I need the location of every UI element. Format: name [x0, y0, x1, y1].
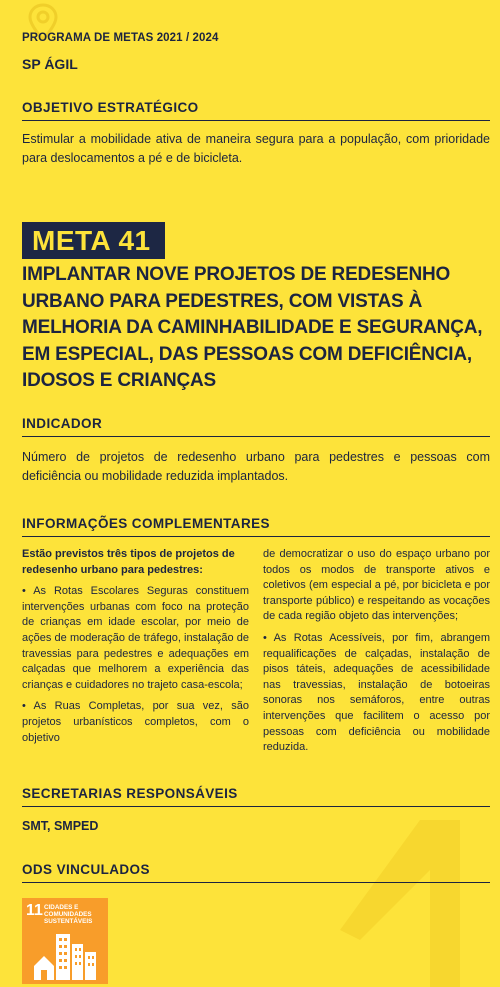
complementary-item-complete-streets: • As Ruas Completas, por sua vez, são projetos urbanísticos completos, com o objetivo [22, 700, 249, 744]
secretariats-heading: SECRETARIAS RESPONSÁVEIS [22, 786, 490, 807]
page-header [22, 32, 219, 72]
indicator-section [22, 416, 490, 486]
ods-section [22, 862, 490, 883]
secretariats-section [22, 786, 490, 833]
complementary-heading: INFORMAÇÕES COMPLEMENTARES [22, 516, 490, 537]
complementary-columns [22, 547, 490, 762]
ods-11-badge [22, 898, 108, 984]
secretariats-value: SMT, SMPED [22, 819, 99, 833]
indicator-text: Número de projetos de redesenho urbano para pedestres e pessoas com deficiência ou mobilidade reduzida implantados. [22, 450, 490, 483]
ods-number: 11 [26, 902, 43, 919]
complementary-item-safe-school-routes: • As Rotas Escolares Seguras constituem intervenções urbanas com foco na proteção de crianças em idade escolar, por meio de ações de moderação de tráfego, instalação de travessias para pedestres e adequações em calçadas que melhorem a experiência das crianças e cuidadores no trajeto casa-escola; [22, 585, 249, 691]
complementary-section [22, 516, 490, 762]
indicator-heading: INDICADOR [22, 416, 490, 437]
complementary-column-right [263, 547, 490, 762]
complementary-item-complete-streets-cont: de democratizar o uso do espaço urbano por todos os modos de transporte ativos e coletivos (em especial a pé, por bicicleta e por transporte público) e respeitando as vocações de cada região objeto das intervenções; [263, 548, 490, 623]
ods-heading: ODS VINCULADOS [22, 862, 490, 883]
goal-badge: META 41 [22, 222, 165, 259]
objective-text: Estimular a mobilidade ativa de maneira segura para a população, com prioridade para deslocamentos a pé e de bicicleta. [22, 132, 490, 165]
program-title: PROGRAMA DE METAS 2021 / 2024 [22, 32, 219, 44]
objective-section [22, 100, 490, 168]
complementary-column-left [22, 547, 249, 762]
city-buildings-icon [32, 928, 98, 980]
complementary-item-accessible-routes: • As Rotas Acessíveis, por fim, abrangem requalificações de calçadas, instalação de pisos táteis, adequações de acessibilidade nas travessias, instalação de botoeiras sonoras nos semáforos, entre outras intervenções que facilitem o acesso por pessoas com deficiência ou mobilidade reduzida. [263, 631, 490, 754]
goal-title: IMPLANTAR NOVE PROJETOS DE REDESENHO URBANO PARA PEDESTRES, COM VISTAS À MELHORIA DA CAMINHABILIDADE E SEGURANÇA, EM ESPECIAL, DAS PESSOAS COM DEFICIÊNCIA, IDOSOS E CRIANÇAS [22, 264, 483, 391]
ods-label: CIDADES E COMUNIDADES SUSTENTÁVEIS [44, 904, 93, 926]
decorative-number-shape [300, 820, 500, 987]
objective-heading: OBJETIVO ESTRATÉGICO [22, 100, 490, 121]
axis-title: SP ÁGIL [22, 56, 78, 72]
complementary-lead: Estão previstos três tipos de projetos de redesenho urbano para pedestres: [22, 548, 235, 576]
